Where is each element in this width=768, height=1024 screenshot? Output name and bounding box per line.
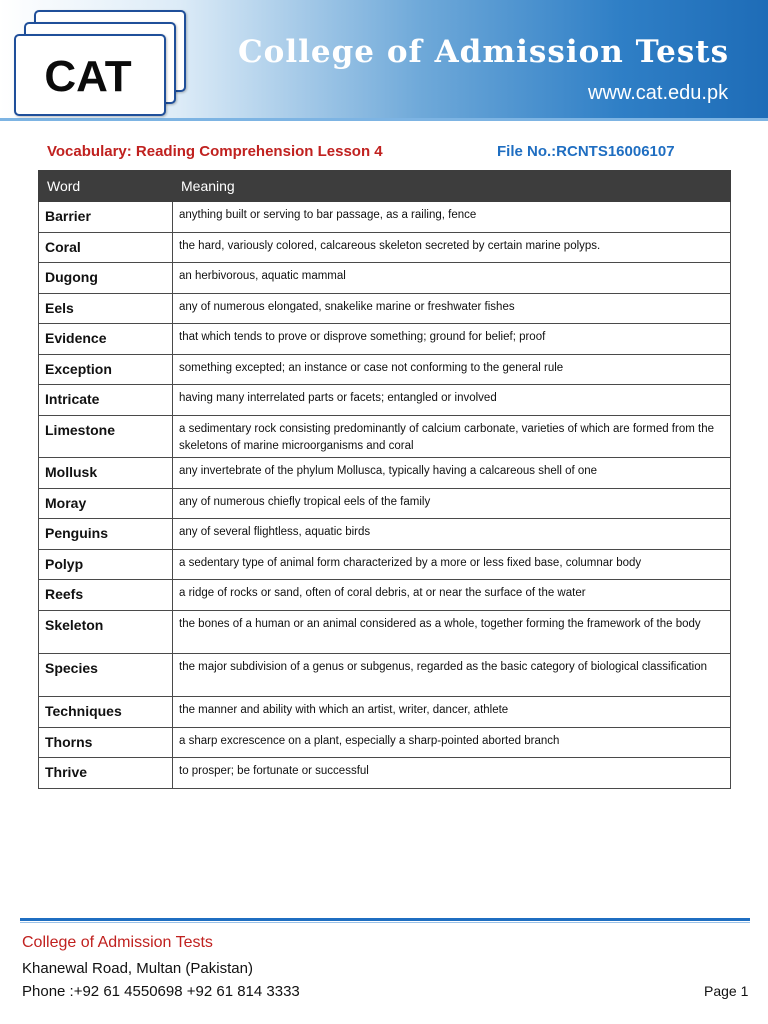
word-cell: Thorns [39,728,173,758]
table-row [39,233,731,263]
word-cell: Evidence [39,324,173,355]
table-row [39,385,731,416]
table-row [39,654,731,697]
document-title: Vocabulary: Reading Comprehension Lesson 4 [47,143,383,160]
footer-college-name: College of Admission Tests [22,934,213,951]
meaning-cell: something excepted; an instance or case not conforming to the general rule [173,355,731,385]
word-cell: Coral [39,233,173,263]
table-row [39,355,731,385]
column-header-word: Word [39,171,173,202]
meaning-cell: the hard, variously colored, calcareous skeleton secreted by certain marine polyps. [173,233,731,263]
word-cell: Eels [39,294,173,324]
table-row [39,697,731,728]
vocabulary-table [38,170,731,789]
word-cell: Intricate [39,385,173,416]
meaning-cell: a sedimentary rock consisting predominantly of calcium carbonate, varieties of which are formed from the skeletons of marine microorganisms and coral [173,416,731,458]
word-cell: Barrier [39,202,173,233]
word-cell: Skeleton [39,611,173,654]
word-cell: Reefs [39,580,173,611]
meaning-cell: the major subdivision of a genus or subgenus, regarded as the basic category of biological classification [173,654,731,697]
footer-address: Khanewal Road, Multan (Pakistan) [22,960,253,977]
meaning-cell: a ridge of rocks or sand, often of coral debris, at or near the surface of the water [173,580,731,611]
table-row [39,611,731,654]
word-cell: Dugong [39,263,173,294]
meaning-cell: to prosper; be fortunate or successful [173,758,731,789]
meaning-cell: any of numerous chiefly tropical eels of the family [173,489,731,519]
word-cell: Moray [39,489,173,519]
table-row [39,458,731,489]
website-link[interactable]: www.cat.edu.pk [588,82,729,104]
meaning-cell: that which tends to prove or disprove something; ground for belief; proof [173,324,731,355]
meaning-cell: an herbivorous, aquatic mammal [173,263,731,294]
word-cell: Penguins [39,519,173,550]
meaning-cell: having many interrelated parts or facets; entangled or involved [173,385,731,416]
meaning-cell: the manner and ability with which an artist, writer, dancer, athlete [173,697,731,728]
header-divider [0,118,768,121]
word-cell: Limestone [39,416,173,458]
table-row [39,263,731,294]
table-header-row [39,171,731,202]
table-row [39,489,731,519]
meaning-cell: any of several flightless, aquatic birds [173,519,731,550]
word-cell: Species [39,654,173,697]
footer-divider-thin [20,922,750,923]
footer-phone: Phone :+92 61 4550698 +92 61 814 3333 [22,983,300,1000]
footer-divider [20,918,750,921]
word-cell: Polyp [39,550,173,580]
table-row [39,728,731,758]
meaning-cell: a sharp excrescence on a plant, especially a sharp-pointed aborted branch [173,728,731,758]
cat-logo: CAT [44,52,132,101]
column-header-meaning: Meaning [173,171,731,202]
page-header [0,0,768,120]
file-number: File No.:RCNTS16006107 [497,143,675,160]
table-row [39,294,731,324]
meaning-cell: anything built or serving to bar passage, as a railing, fence [173,202,731,233]
table-row [39,550,731,580]
meaning-cell: the bones of a human or an animal considered as a whole, together forming the framework of the body [173,611,731,654]
table-row [39,519,731,550]
word-cell: Mollusk [39,458,173,489]
college-title: College of Admission Tests [238,34,730,70]
meaning-cell: any of numerous elongated, snakelike marine or freshwater fishes [173,294,731,324]
table-row [39,580,731,611]
word-cell: Exception [39,355,173,385]
meaning-cell: a sedentary type of animal form characterized by a more or less fixed base, columnar body [173,550,731,580]
word-cell: Thrive [39,758,173,789]
word-cell: Techniques [39,697,173,728]
table-row [39,202,731,233]
table-row [39,416,731,458]
page-number: Page 1 [704,983,749,999]
table-row [39,758,731,789]
table-row [39,324,731,355]
meaning-cell: any invertebrate of the phylum Mollusca, typically having a calcareous shell of one [173,458,731,489]
